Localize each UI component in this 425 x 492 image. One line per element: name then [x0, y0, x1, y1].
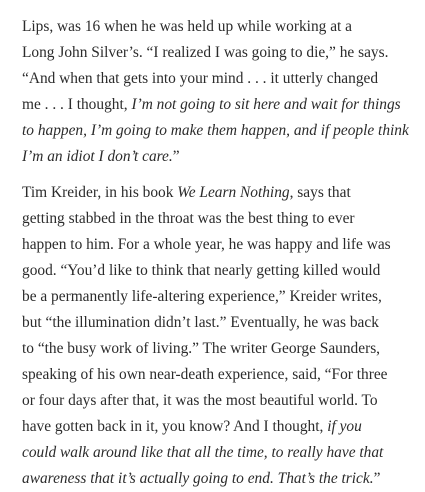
italic-quote: I’m not going to sit here and wait for things [131, 96, 401, 113]
text-line [22, 310, 412, 336]
article-body [22, 14, 412, 492]
italic-quote: could walk around like that all the time, to really have that [22, 444, 384, 461]
text-line [22, 206, 412, 232]
text-run: be a permanently life-altering experience,” Kreider writes, [22, 288, 382, 305]
text-run: “And when that gets into your mind . . . it utterly changed [22, 70, 379, 87]
text-line [22, 362, 412, 388]
text-run: me . . . I thought, [22, 96, 132, 113]
text-run: Long John Silver’s. “I realized I was going to die,” he says. [22, 44, 389, 61]
text-run: but “the illumination didn’t last.” Eventually, he was back [22, 314, 379, 331]
italic-quote: if you [327, 418, 362, 435]
text-line [22, 66, 412, 92]
paragraph-gap [22, 170, 412, 180]
book-title: We Learn Nothing [177, 184, 290, 201]
text-run: Tim Kreider, in his book [22, 184, 178, 201]
text-line [22, 118, 412, 144]
paragraph-1 [22, 14, 412, 170]
text-line [22, 284, 412, 310]
text-run: ” [373, 470, 381, 487]
text-run: ” [172, 148, 180, 165]
italic-quote: to happen, I’m going to make them happen, and if people think [22, 122, 409, 139]
text-run: speaking of his own near-death experience, said, “For three [22, 366, 388, 383]
text-line [22, 258, 412, 284]
paragraph-2 [22, 180, 412, 492]
text-run: to “the busy work of living.” The writer George Saunders, [22, 340, 381, 357]
text-line [22, 92, 412, 118]
text-run: getting stabbed in the throat was the best thing to ever [22, 210, 355, 227]
text-run: have gotten back in it, you know? And I thought, [22, 418, 328, 435]
text-run: , says that [289, 184, 351, 201]
text-run: or four days after that, it was the most beautiful world. To [22, 392, 378, 409]
text-run: Lips, was 16 when he was held up while working at a [22, 18, 352, 35]
text-line [22, 414, 412, 440]
text-line [22, 40, 412, 66]
text-line [22, 466, 412, 492]
text-line [22, 232, 412, 258]
text-run: happen to him. For a whole year, he was happy and life was [22, 236, 391, 253]
text-line [22, 180, 412, 206]
text-line [22, 144, 412, 170]
italic-quote: awareness that it’s actually going to end. That’s the trick. [22, 470, 374, 487]
italic-quote: I’m an idiot I don’t care. [22, 148, 173, 165]
text-line [22, 14, 412, 40]
text-run: good. “You’d like to think that nearly getting killed would [22, 262, 381, 279]
text-line [22, 440, 412, 466]
text-line [22, 388, 412, 414]
text-line [22, 336, 412, 362]
